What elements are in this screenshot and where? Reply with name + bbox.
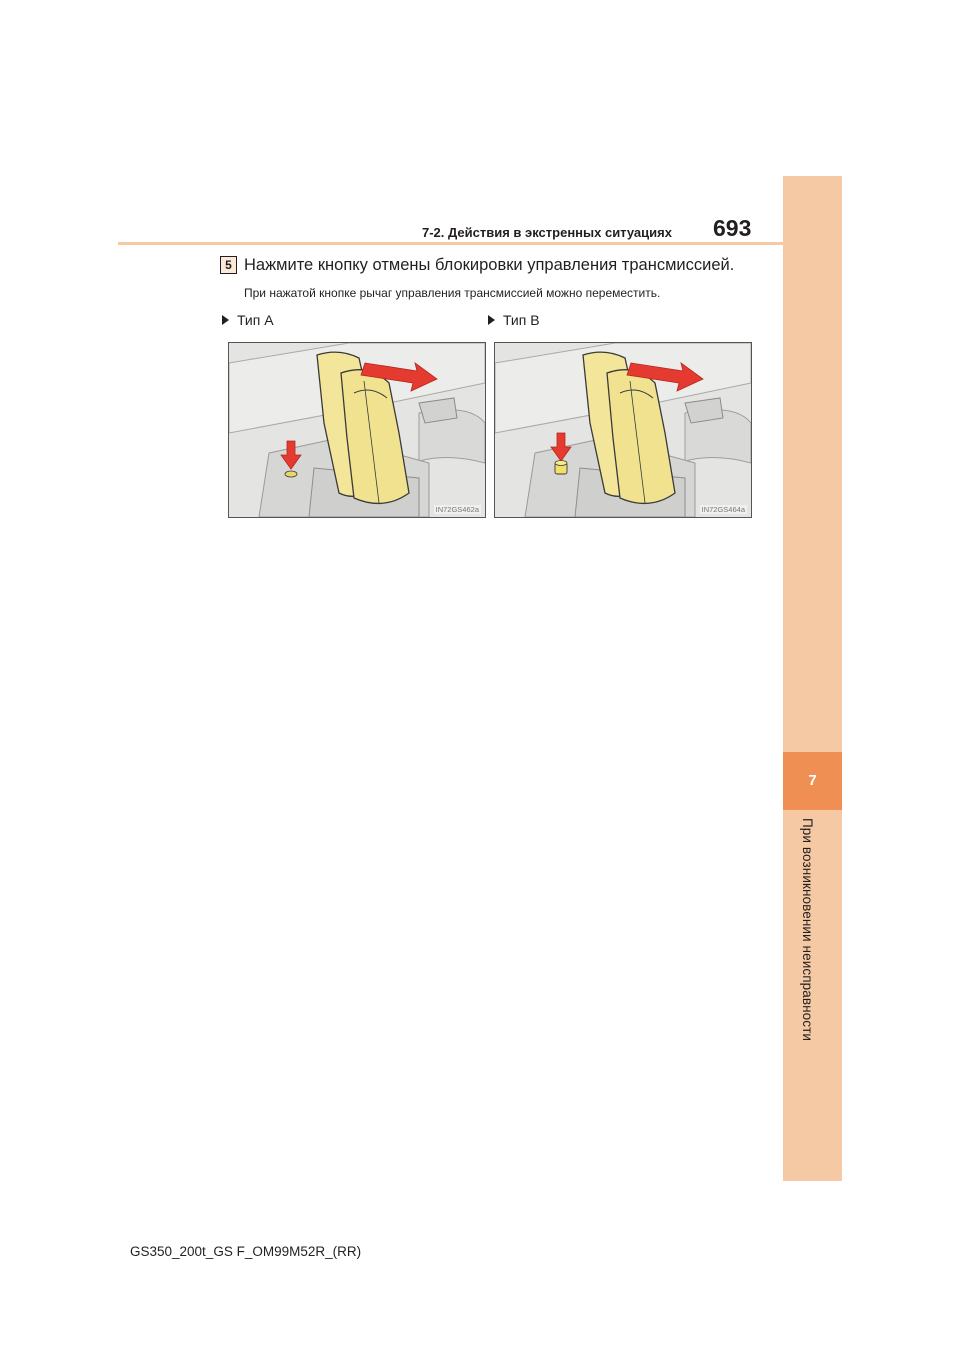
step-note: При нажатой кнопке рычаг управления трансмиссией можно переместить. — [244, 286, 661, 300]
figure-code: IN72GS464a — [701, 505, 745, 514]
chapter-title-vertical: При возникновении неисправности — [800, 818, 815, 1042]
figure-type-b — [494, 342, 752, 518]
figure-label-text: Тип B — [503, 312, 540, 328]
triangle-bullet-icon — [488, 315, 495, 325]
shift-lever-illustration-a — [229, 343, 485, 517]
figure-label-text: Тип A — [237, 312, 274, 328]
step-number-badge: 5 — [220, 256, 237, 274]
figure-label-type-a — [222, 312, 274, 328]
triangle-bullet-icon — [222, 315, 229, 325]
section-title: 7-2. Действия в экстренных ситуациях — [422, 225, 672, 240]
figure-type-a — [228, 342, 486, 518]
header-divider — [118, 242, 783, 245]
step-instruction: Нажмите кнопку отмены блокировки управления трансмиссией. — [244, 256, 735, 274]
shift-lever-illustration-b — [495, 343, 751, 517]
figure-code: IN72GS462a — [435, 505, 479, 514]
chapter-number-tab — [783, 752, 842, 810]
footer-document-code: GS350_200t_GS F_OM99M52R_(RR) — [130, 1244, 362, 1259]
page-number: 693 — [713, 215, 752, 241]
figure-label-type-b — [488, 312, 540, 328]
chapter-number: 7 — [808, 772, 817, 789]
